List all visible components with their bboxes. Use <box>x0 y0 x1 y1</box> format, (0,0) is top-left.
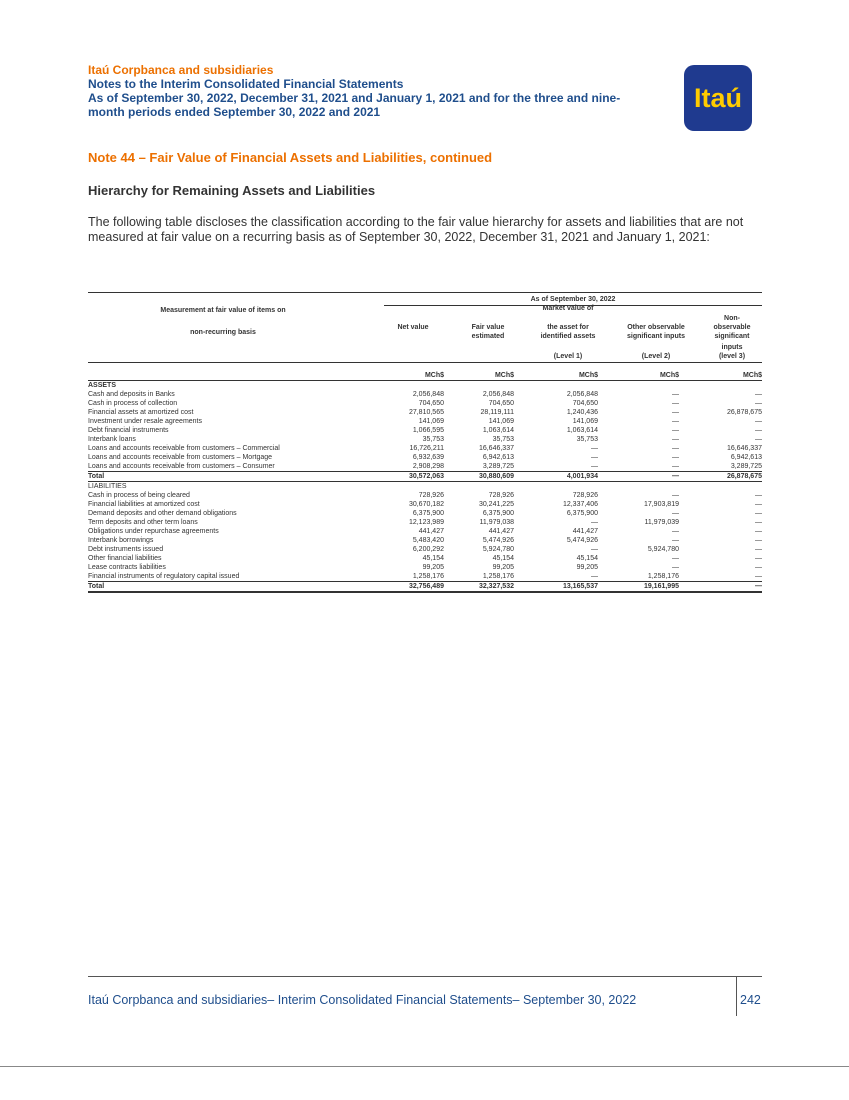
period-header: As of September 30, 2022 <box>530 296 616 303</box>
company-name: Itaú Corpbanca and subsidiaries <box>88 63 274 77</box>
row-value: — <box>755 555 762 562</box>
empty-cell <box>679 381 762 391</box>
liabilities-section-row <box>88 482 762 492</box>
note-title: Note 44 – Fair Value of Financial Assets and Liabilities, continued <box>88 150 493 165</box>
row-value: — <box>591 445 598 452</box>
total-value: 19,161,995 <box>598 582 679 593</box>
row-value: 441,427 <box>572 528 598 535</box>
table-row <box>88 554 762 563</box>
total-value: 30,880,609 <box>444 472 514 482</box>
total-value: — <box>598 472 679 482</box>
logo-text: Itaú <box>693 82 742 113</box>
row-value: 45,154 <box>492 555 514 562</box>
row-value: 2,056,848 <box>412 391 444 398</box>
fair-value-table <box>88 292 762 593</box>
row-value: 5,924,780 <box>482 546 514 553</box>
row-value: 12,337,406 <box>562 501 598 508</box>
table-row <box>88 518 762 527</box>
row-value: 3,289,725 <box>482 463 514 470</box>
assets-section-row <box>88 381 762 391</box>
table-row <box>88 453 762 462</box>
intro-paragraph: The following table discloses the classification according to the fair value hierarchy for assets and liabilities that are not measured at fair value on a recurring basis as of September 30, 2022, December 31, 2021 and January 1, 2021: <box>88 215 744 244</box>
col-fair-value-a: Fair value <box>471 324 505 331</box>
total-value: 13,165,537 <box>514 582 598 593</box>
row-value: 5,474,926 <box>566 537 598 544</box>
row-value: — <box>755 436 762 443</box>
unit-label: MCh$ <box>444 371 514 381</box>
row-value: 16,646,337 <box>726 445 762 452</box>
table-row <box>88 417 762 426</box>
total-value: 26,878,675 <box>679 472 762 482</box>
empty-cell <box>514 482 598 492</box>
row-value: 28,119,111 <box>480 409 514 416</box>
unit-label: MCh$ <box>598 371 679 381</box>
row-value: 99,205 <box>422 564 444 571</box>
row-value: — <box>672 454 679 461</box>
row-value: 1,240,436 <box>566 409 598 416</box>
assets-total-row <box>88 472 762 482</box>
row-label: Cash in process of collection <box>88 400 178 407</box>
row-value: — <box>591 546 598 553</box>
row-value: — <box>672 510 679 517</box>
footer-rule <box>88 976 762 977</box>
row-value: — <box>672 555 679 562</box>
page-bottom-rule <box>0 1066 849 1067</box>
empty-cell <box>598 482 679 492</box>
row-value: 441,427 <box>488 528 514 535</box>
row-value: 141,069 <box>488 418 514 425</box>
row-value: 2,908,298 <box>412 463 444 470</box>
row-label: Financial instruments of regulatory capital issued <box>88 573 240 580</box>
row-value: 704,650 <box>572 400 598 407</box>
table-row <box>88 536 762 545</box>
table-row <box>88 572 762 582</box>
row-value: 6,375,900 <box>482 510 514 517</box>
row-value: 30,241,225 <box>478 501 514 508</box>
header-bottom-rule <box>88 362 762 363</box>
col-level1: (Level 1) <box>553 353 583 360</box>
row-value: — <box>591 463 598 470</box>
row-value: — <box>672 537 679 544</box>
col-non-observable-d: inputs <box>721 344 743 351</box>
footer-text: Itaú Corpbanca and subsidiaries– Interim Consolidated Financial Statements– September 30, 2022 <box>88 993 637 1007</box>
row-value: — <box>672 528 679 535</box>
row-value: — <box>755 573 762 580</box>
row-value: 728,926 <box>488 492 514 499</box>
col-level3: (level 3) <box>718 353 746 360</box>
col-market-value-b: identified assets <box>540 333 596 340</box>
row-value: 45,154 <box>422 555 444 562</box>
total-value: 30,572,063 <box>358 472 444 482</box>
row-value: 5,924,780 <box>647 546 679 553</box>
row-value: 6,942,613 <box>730 454 762 461</box>
data-table <box>88 371 762 593</box>
row-value: 30,670,182 <box>408 501 444 508</box>
col-other-observable-a: Other observable <box>627 324 685 331</box>
header-line-3: As of September 30, 2022, December 31, 2021 and January 1, 2021 and for the three and nine- <box>88 91 621 105</box>
row-label: Demand deposits and other demand obligations <box>88 510 237 517</box>
footer-divider <box>736 976 737 1016</box>
assets-label: ASSETS <box>88 382 117 389</box>
col-net-value: Net value <box>397 324 429 331</box>
row-value: 35,753 <box>422 436 444 443</box>
row-value: 728,926 <box>418 492 444 499</box>
row-label: Investment under resale agreements <box>88 418 203 425</box>
row-value: — <box>672 492 679 499</box>
row-label: Interbank borrowings <box>88 537 154 544</box>
row-value: 5,474,926 <box>482 537 514 544</box>
row-value: — <box>755 528 762 535</box>
empty-cell <box>444 381 514 391</box>
row-value: — <box>672 463 679 470</box>
header-line-2: Notes to the Interim Consolidated Financial Statements <box>88 77 404 91</box>
col-desc-line2: non-recurring basis <box>190 329 256 336</box>
row-value: 5,483,420 <box>412 537 444 544</box>
row-value: 728,926 <box>572 492 598 499</box>
table-row <box>88 545 762 554</box>
row-value: — <box>672 409 679 416</box>
row-value: 16,646,337 <box>478 445 514 452</box>
total-value: 32,756,489 <box>358 582 444 593</box>
row-value: 16,726,211 <box>409 445 444 452</box>
col-non-observable-a: Non- <box>724 315 740 322</box>
row-value: 6,932,639 <box>412 454 444 461</box>
row-value: — <box>755 564 762 571</box>
empty-cell <box>598 381 679 391</box>
row-value: — <box>755 492 762 499</box>
row-label: Financial assets at amortized cost <box>88 409 194 416</box>
table-row <box>88 408 762 417</box>
empty-cell <box>444 482 514 492</box>
table-row <box>88 426 762 435</box>
unit-label: MCh$ <box>358 371 444 381</box>
row-label: Term deposits and other term loans <box>88 519 198 526</box>
row-value: — <box>755 391 762 398</box>
section-title: Hierarchy for Remaining Assets and Liabilities <box>88 183 376 198</box>
row-label: Debt instruments issued <box>88 546 164 553</box>
row-label: Cash in process of being cleared <box>88 492 190 499</box>
total-label: Total <box>88 582 358 593</box>
row-value: 35,753 <box>492 436 514 443</box>
row-label: Lease contracts liabilities <box>88 564 166 571</box>
units-spacer <box>88 371 358 381</box>
table-row <box>88 500 762 509</box>
table-row <box>88 509 762 518</box>
row-value: 35,753 <box>576 436 598 443</box>
total-value: 4,001,934 <box>514 472 598 482</box>
row-label: Cash and deposits in Banks <box>88 391 175 398</box>
row-value: 17,903,819 <box>643 501 679 508</box>
row-value: 1,258,176 <box>647 573 679 580</box>
row-value: — <box>672 564 679 571</box>
row-value: 11,979,039 <box>644 519 679 526</box>
row-value: 1,063,614 <box>482 427 514 434</box>
total-label: Total <box>88 472 358 482</box>
row-value: 1,063,614 <box>566 427 598 434</box>
row-value: — <box>672 400 679 407</box>
row-value: 99,205 <box>576 564 598 571</box>
table-row <box>88 390 762 399</box>
row-value: — <box>591 573 598 580</box>
document-header <box>88 63 668 119</box>
row-value: 2,056,848 <box>566 391 598 398</box>
row-value: 704,650 <box>488 400 514 407</box>
table-row <box>88 462 762 472</box>
itau-logo <box>684 65 752 131</box>
row-label: Loans and accounts receivable from customers – Mortgage <box>88 454 273 461</box>
row-value: — <box>755 546 762 553</box>
row-value: — <box>755 537 762 544</box>
empty-cell <box>679 482 762 492</box>
header-line-4: month periods ended September 30, 2022 and 2021 <box>88 105 381 119</box>
row-value: 11,979,038 <box>479 519 514 526</box>
row-value: 704,650 <box>418 400 444 407</box>
table-row <box>88 527 762 536</box>
table-row <box>88 444 762 453</box>
col-non-observable-c: significant <box>714 333 750 340</box>
row-value: — <box>672 445 679 452</box>
total-value: — <box>679 582 762 593</box>
table-row <box>88 491 762 500</box>
row-value: 3,289,725 <box>730 463 762 470</box>
row-value: 6,942,613 <box>482 454 514 461</box>
row-value: 6,375,900 <box>412 510 444 517</box>
col-fair-value-b: estimated <box>471 333 505 340</box>
empty-cell <box>514 381 598 391</box>
unit-label: MCh$ <box>679 371 762 381</box>
row-label: Loans and accounts receivable from customers – Commercial <box>88 445 280 452</box>
row-label: Interbank loans <box>88 436 136 443</box>
units-row <box>88 371 762 381</box>
row-value: — <box>755 400 762 407</box>
col-market-value-a: the asset for <box>547 324 589 331</box>
row-value: — <box>591 519 598 526</box>
row-value: 1,066,595 <box>412 427 444 434</box>
row-value: — <box>755 427 762 434</box>
row-value: — <box>591 454 598 461</box>
row-value: 1,258,176 <box>412 573 444 580</box>
row-value: — <box>755 501 762 508</box>
row-value: 45,154 <box>576 555 598 562</box>
row-value: 141,069 <box>572 418 598 425</box>
row-label: Financial liabilities at amortized cost <box>88 501 200 508</box>
row-value: 12,123,989 <box>408 519 444 526</box>
table-header <box>88 292 762 371</box>
empty-cell <box>358 381 444 391</box>
empty-cell <box>358 482 444 492</box>
col-non-observable-b: observable <box>713 324 751 331</box>
row-value: 6,200,292 <box>412 546 444 553</box>
row-value: — <box>755 510 762 517</box>
row-value: 1,258,176 <box>482 573 514 580</box>
row-value: 2,056,848 <box>482 391 514 398</box>
row-value: — <box>672 418 679 425</box>
row-label: Obligations under repurchase agreements <box>88 528 219 535</box>
row-label: Other financial liabilities <box>88 555 162 562</box>
row-value: 27,810,565 <box>408 409 444 416</box>
col-market-value-top: Market value of <box>542 305 594 312</box>
col-desc-line1: Measurement at fair value of items on <box>160 307 286 314</box>
row-label: Debt financial instruments <box>88 427 169 434</box>
row-value: — <box>672 436 679 443</box>
row-value: 441,427 <box>418 528 444 535</box>
table-row <box>88 435 762 444</box>
row-value: — <box>672 427 679 434</box>
row-value: 6,375,900 <box>566 510 598 517</box>
row-value: 99,205 <box>492 564 514 571</box>
row-value: — <box>755 519 762 526</box>
page-number: 242 <box>740 993 761 1007</box>
row-value: — <box>672 391 679 398</box>
col-level2: (Level 2) <box>641 353 671 360</box>
row-value: 141,069 <box>418 418 444 425</box>
liabilities-total-row <box>88 582 762 593</box>
total-value: 32,327,532 <box>444 582 514 593</box>
unit-label: MCh$ <box>514 371 598 381</box>
table-row <box>88 563 762 572</box>
col-other-observable-b: significant inputs <box>627 333 685 340</box>
row-value: 26,878,675 <box>726 409 762 416</box>
row-value: — <box>755 418 762 425</box>
row-label: Loans and accounts receivable from customers – Consumer <box>88 463 275 470</box>
table-row <box>88 399 762 408</box>
liabilities-label: LIABILITIES <box>88 483 127 490</box>
